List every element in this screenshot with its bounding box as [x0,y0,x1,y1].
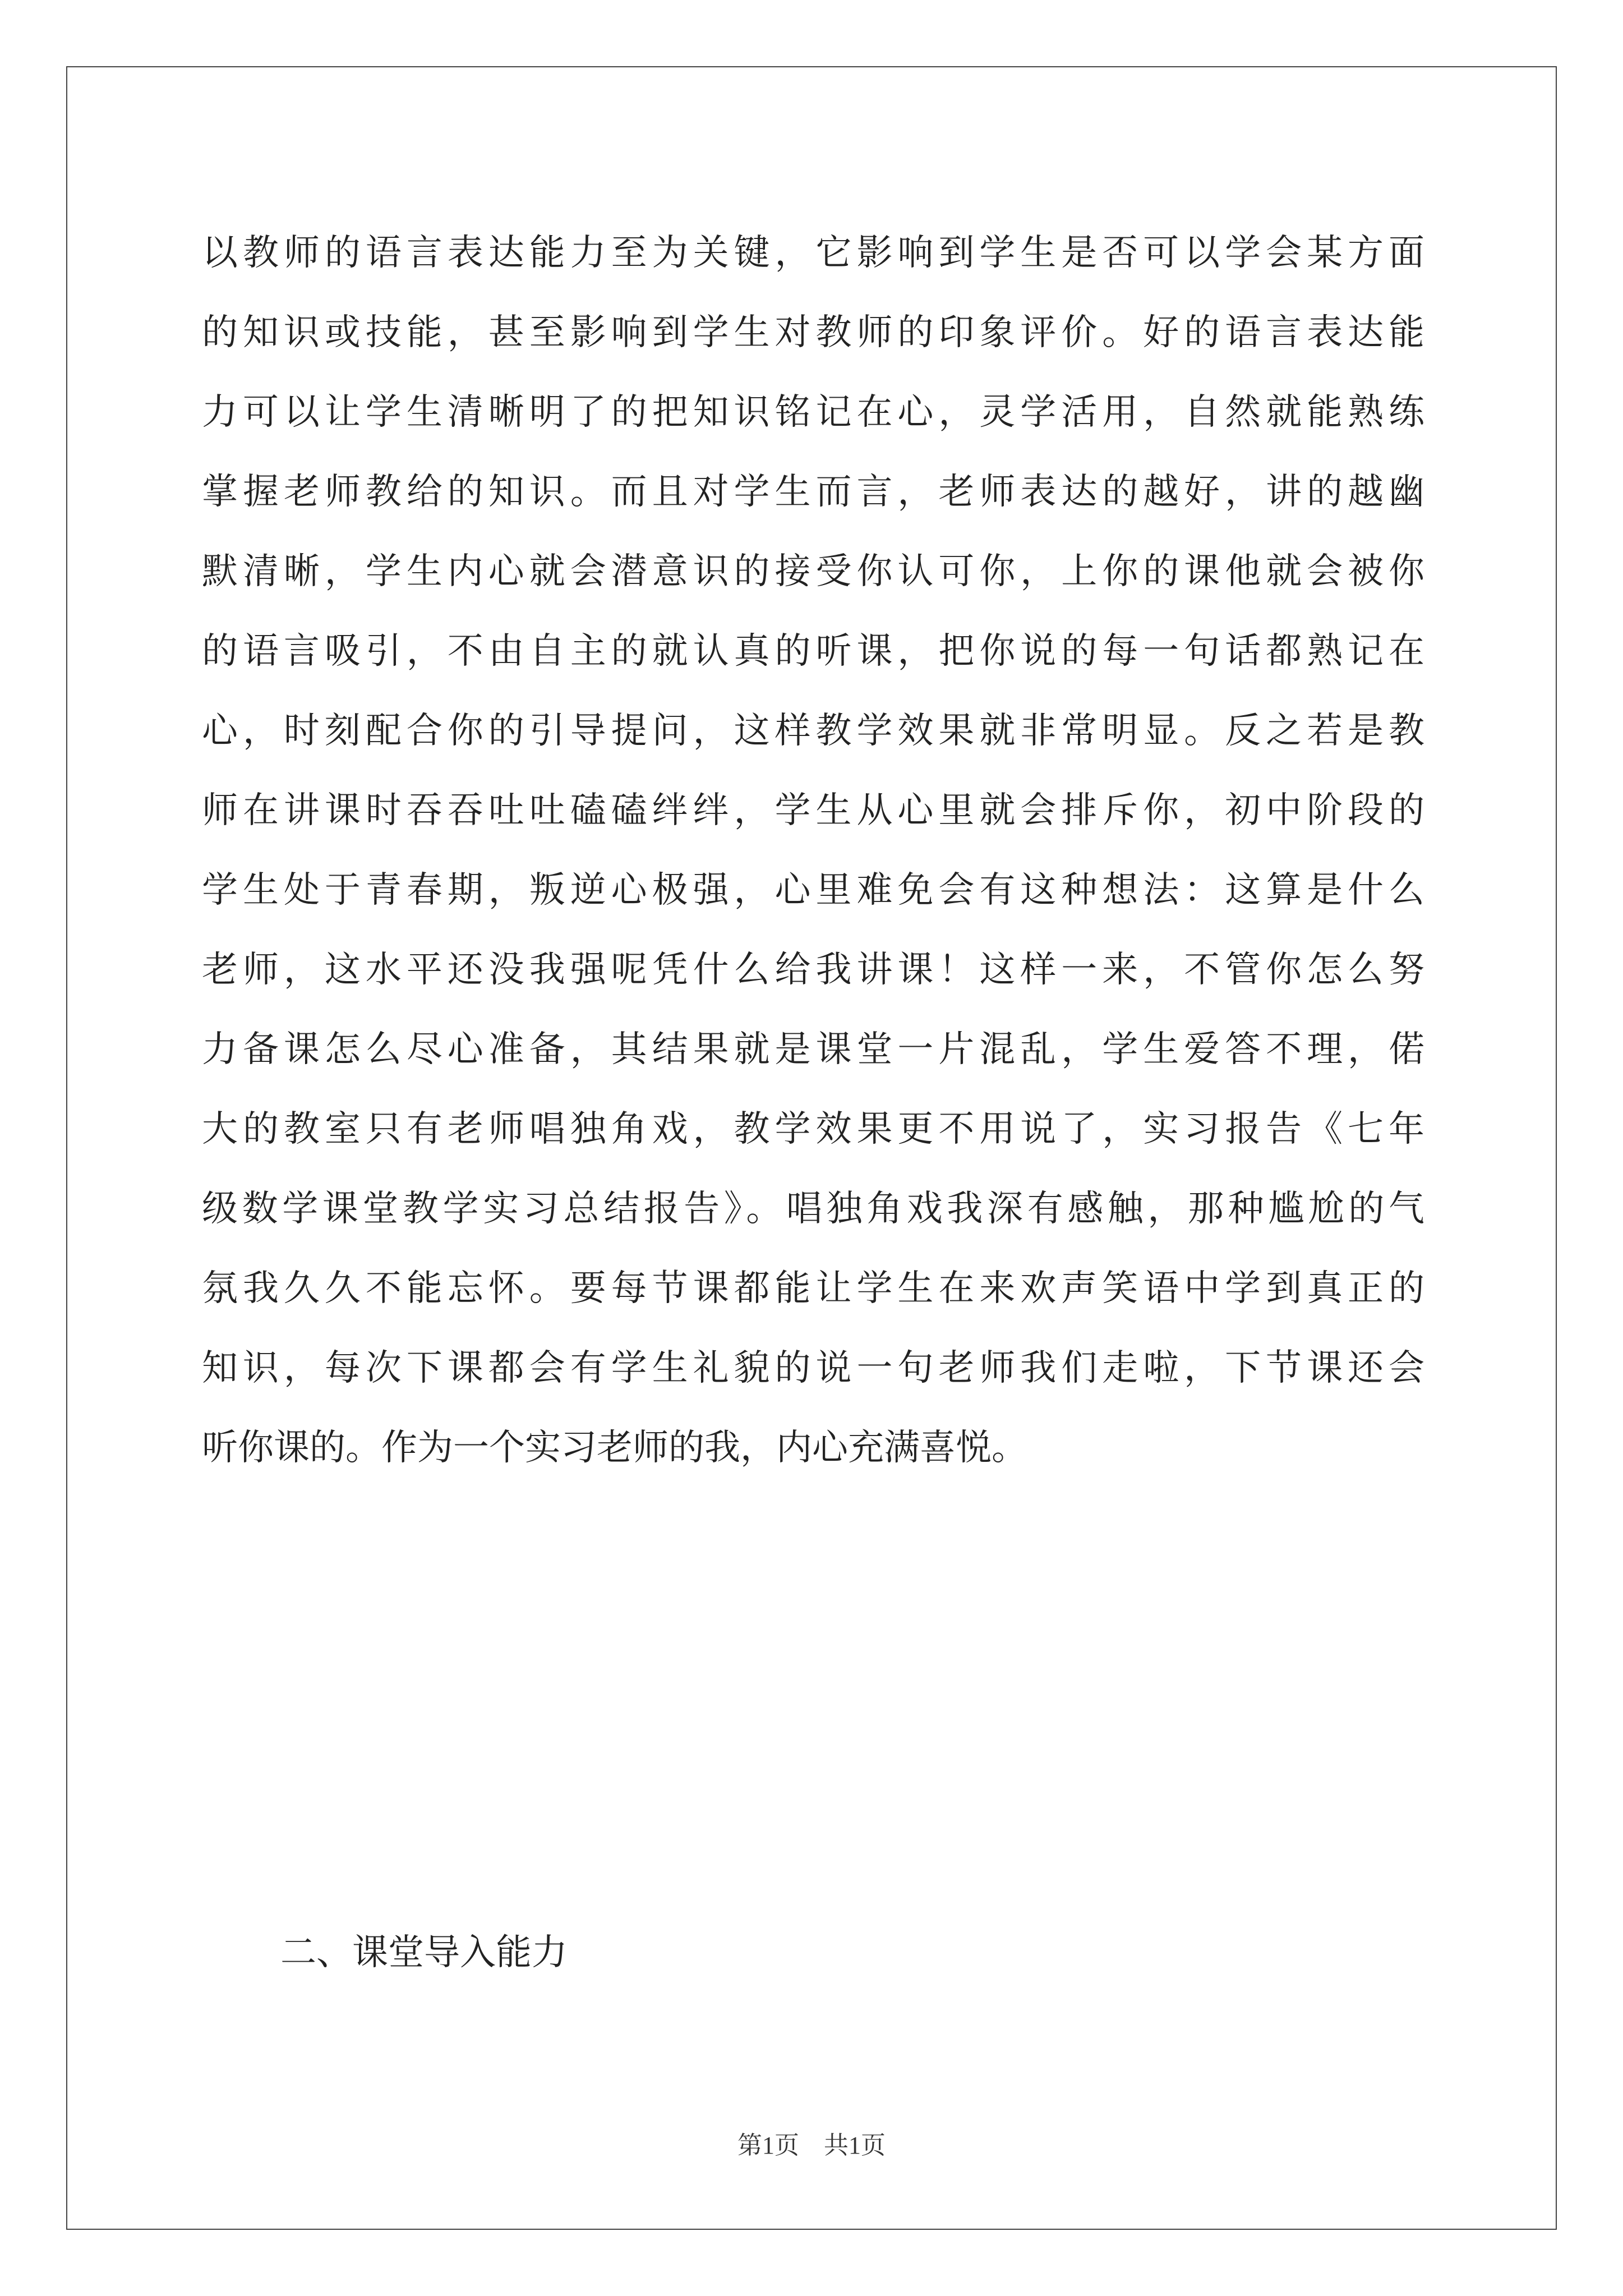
text-line: 氛我久久不能忘怀。要每节课都能让学生在来欢声笑语中学到真正的 [202,1268,1424,1309]
text-line: 默清晰，学生内心就会潜意识的接受你认可你，上你的课他就会被你 [202,551,1424,592]
page-number-footer: 第1页 共1页 [737,2132,886,2159]
text-line: 学生处于青春期，叛逆心极强，心里难免会有这种想法：这算是什么 [202,869,1424,911]
text-line: 力备课怎么尽心准备，其结果就是课堂一片混乱，学生爱答不理，偌 [202,1029,1424,1070]
body-text [202,213,1424,1488]
text-line: 大的教室只有老师唱独角戏，教学效果更不用说了，实习报告《七年 [202,1108,1424,1150]
section-heading: 二、课堂导入能力 [280,1932,568,1973]
text-line: 知识，每次下课都会有学生礼貌的说一句老师我们走啦，下节课还会 [202,1347,1424,1389]
text-line: 以教师的语言表达能力至为关键，它影响到学生是否可以学会某方面 [202,232,1424,274]
text-line: 老师，这水平还没我强呢凭什么给我讲课！这样一来，不管你怎么努 [202,949,1424,991]
text-line: 掌握老师教给的知识。而且对学生而言，老师表达的越好，讲的越幽 [202,471,1424,513]
text-line: 力可以让学生清晰明了的把知识铭记在心，灵学活用，自然就能熟练 [202,392,1424,433]
text-line: 级数学课堂教学实习总结报告》。唱独角戏我深有感触，那种尴尬的气 [202,1188,1424,1230]
text-line: 听你课的。作为一个实习老师的我，内心充满喜悦。 [202,1427,1027,1469]
text-line: 师在讲课时吞吞吐吐磕磕绊绊，学生从心里就会排斥你，初中阶段的 [202,790,1424,831]
text-line: 的语言吸引，不由自主的就认真的听课，把你说的每一句话都熟记在 [202,631,1424,672]
text-line: 的知识或技能，甚至影响到学生对教师的印象评价。好的语言表达能 [202,312,1424,353]
text-line: 心，时刻配合你的引导提问，这样教学效果就非常明显。反之若是教 [202,710,1424,752]
